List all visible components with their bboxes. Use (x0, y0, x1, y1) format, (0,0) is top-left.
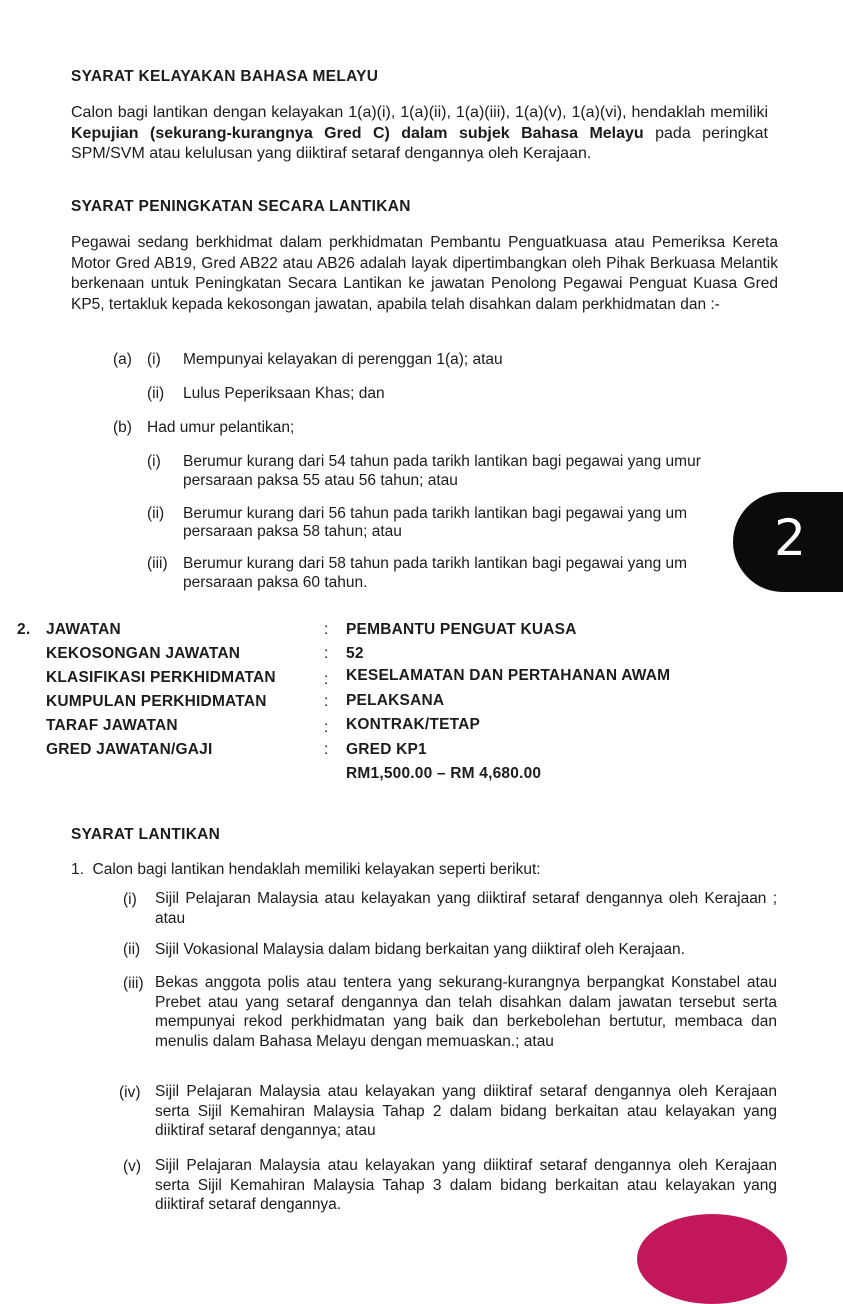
promotion-b-label: (b) (113, 419, 132, 436)
promotion-a-ii-num: (ii) (147, 385, 165, 402)
salary-range: RM1,500.00 – RM 4,680.00 (346, 765, 542, 782)
row-value-klasifikasi: KESELAMATAN DAN PERTAHANAN AWAM (346, 667, 671, 684)
promotion-a-i-num: (i) (147, 351, 161, 368)
row-colon: : (324, 741, 329, 758)
promotion-intro: Pegawai sedang berkhidmat dalam perkhidmatan Pembantu Penguatkuasa atau Pemeriksa Kereta Motor Gred AB19, Gred AB22 atau AB26 adalah layak dipertimbangkan oleh Pihak Berkuasa Melantik berkenaan untuk Peningkatan Secara Lantikan ke jawatan Penolong Pegawai Penguat Kuasa Gred KP5, tertakluk kepada kekosongan jawatan, apabila telah disahkan dalam perkhidmatan dan :- (71, 234, 778, 313)
decorative-arc (637, 1214, 787, 1304)
row-value-kumpulan: PELAKSANA (346, 692, 445, 709)
appointment-iv-num: (iv) (119, 1084, 141, 1101)
appointment-i-num: (i) (123, 891, 137, 908)
row-label-klasifikasi: KLASIFIKASI PERKHIDMATAN (46, 669, 276, 686)
language-text-post: pada peringkat SPM/SVM atau kelulusan yang diiktiraf setaraf dengannya oleh Kerajaan. (71, 124, 768, 162)
appointment-heading: SYARAT LANTIKAN (71, 826, 221, 843)
appointment-iii-num: (iii) (123, 975, 144, 992)
appointment-ii-text: Sijil Vokasional Malaysia dalam bidang berkaitan yang diiktiraf oleh Kerajaan. (155, 941, 685, 958)
row-label-kekosongan: KEKOSONGAN JAWATAN (46, 645, 241, 662)
appointment-i-text: Sijil Pelajaran Malaysia atau kelayakan yang diiktiraf setaraf dengannya oleh Kerajaan ; atau (155, 890, 777, 927)
row-colon: : (324, 719, 329, 736)
promotion-b-i-line2: persaraan paksa 55 atau 56 tahun; atau (183, 472, 458, 489)
promotion-b-ii-num: (ii) (147, 505, 165, 522)
appointment-intro: 1. Calon bagi lantikan hendaklah memiliki kelayakan seperti berikut: (71, 861, 541, 878)
row-label-gred: GRED JAWATAN/GAJI (46, 741, 213, 758)
row-value-taraf: KONTRAK/TETAP (346, 716, 481, 733)
appointment-ii-num: (ii) (123, 941, 141, 958)
row-value-kekosongan: 52 (346, 645, 364, 662)
appointment-v-num: (v) (123, 1158, 142, 1175)
page-number: 2 (774, 509, 806, 567)
row-label-kumpulan: KUMPULAN PERKHIDMATAN (46, 693, 267, 710)
language-text-bold: Kepujian (sekurang-kurangnya Gred C) dalam subjek Bahasa Melayu (71, 124, 644, 142)
appointment-iv-text: Sijil Pelajaran Malaysia atau kelayakan yang diiktiraf setaraf dengannya oleh Kerajaan serta Sijil Kemahiran Malaysia Tahap 2 dalam bidang berkaitan atau kelayakan yang diiktiraf setaraf dengannya; atau (155, 1083, 777, 1139)
row-colon: : (324, 693, 329, 710)
row-label-jawatan: JAWATAN (46, 621, 121, 638)
row-colon: : (324, 621, 329, 638)
promotion-b-i-num: (i) (147, 453, 161, 470)
row-colon: : (324, 645, 329, 662)
row-label-taraf: TARAF JAWATAN (46, 717, 178, 734)
promotion-b-iii-line1: Berumur kurang dari 58 tahun pada tarikh lantikan bagi pegawai yang um (183, 555, 688, 572)
language-requirement-heading: SYARAT KELAYAKAN BAHASA MELAYU (71, 68, 379, 85)
appointment-iii-text: Bekas anggota polis atau tentera yang sekurang-kurangnya berpangkat Konstabel atau Prebet atau yang setaraf dengannya dan telah disahkan dalam jawatan tersebut serta mempunyai rekod perkhidmatan yang baik dan berkebolehan bertutur, membaca dan menulis dalam Bahasa Melayu dengan memuaskan.; atau (155, 974, 777, 1050)
promotion-heading: SYARAT PENINGKATAN SECARA LANTIKAN (71, 198, 411, 215)
row-value-gred: GRED KP1 (346, 741, 427, 758)
promotion-b-iii-line2: persaraan paksa 60 tahun. (183, 574, 368, 591)
section-2-number: 2. (17, 621, 31, 638)
promotion-b-ii-line1: Berumur kurang dari 56 tahun pada tarikh lantikan bagi pegawai yang um (183, 505, 688, 522)
promotion-b-i-line1: Berumur kurang dari 54 tahun pada tarikh lantikan bagi pegawai yang umur (183, 453, 701, 470)
appointment-v-text: Sijil Pelajaran Malaysia atau kelayakan yang diiktiraf setaraf dengannya oleh Kerajaan serta Sijil Kemahiran Malaysia Tahap 3 dalam bidang berkaitan atau kelayakan yang diiktiraf setaraf dengannya. (155, 1157, 777, 1213)
promotion-a-i-text: Mempunyai kelayakan di perenggan 1(a); atau (183, 351, 503, 368)
promotion-b-iii-num: (iii) (147, 555, 168, 572)
language-text-pre: Calon bagi lantikan dengan kelayakan 1(a)(i), 1(a)(ii), 1(a)(iii), 1(a)(v), 1(a)(vi), hendaklah memiliki (71, 104, 768, 121)
promotion-b-ii-line2: persaraan paksa 58 tahun; atau (183, 523, 402, 540)
row-colon: : (324, 671, 329, 688)
promotion-a-ii-text: Lulus Peperiksaan Khas; dan (183, 385, 385, 402)
language-requirement-text (71, 103, 768, 165)
promotion-a-label: (a) (113, 351, 132, 368)
promotion-b-title: Had umur pelantikan; (147, 419, 295, 436)
row-value-jawatan: PEMBANTU PENGUAT KUASA (346, 621, 577, 638)
